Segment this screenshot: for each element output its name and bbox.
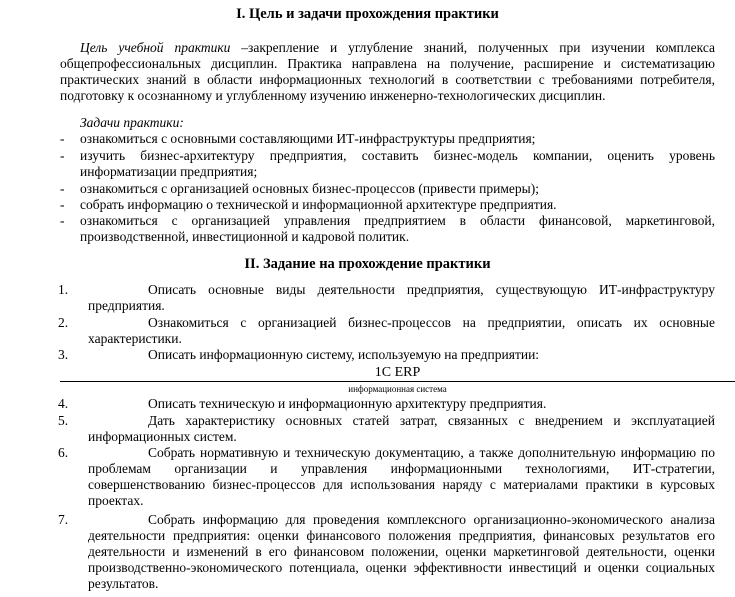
item-text: Описать техническую и информационную архитектуру предприятия. — [148, 396, 547, 411]
item-number: 6. — [58, 445, 69, 460]
goal-label: Цель учебной практики — [80, 40, 231, 55]
information-system-value: 1С ERP — [374, 365, 421, 380]
underline-rule — [60, 381, 735, 382]
item-number: 1. — [58, 282, 69, 297]
item-number: 5. — [58, 413, 69, 428]
item-text: Дать характеристику основных статей затрат, связанных с внедрением и эксплуатацией информационных систем. — [88, 413, 715, 444]
task-text: ознакомиться с организацией основных бизнес-процессов (привести примеры); — [80, 181, 539, 196]
item-text: Описать основные виды деятельности предприятия, существующую ИТ-инфраструктуру предприятия. — [88, 282, 715, 313]
item-number: 2. — [58, 315, 69, 330]
bullet-dash: - — [60, 213, 65, 228]
item-number: 4. — [58, 396, 69, 411]
task-text: изучить бизнес-архитектуру предприятия, составить бизнес-модель компании, оценить уровень информатизации предприятия; — [80, 148, 715, 179]
item-text: Описать информационную систему, используемую на предприятии: — [148, 347, 540, 362]
bullet-dash: - — [60, 181, 65, 196]
goal-text: –закрепление и углубление знаний, полученных при изучении комплекса общепрофессиональных дисциплин. Практика направлена на получение, расширение и систематизацию практических знаний в области информационных технологий в соответствии с требованиями потребителя, подготовку к осознанному и углубленному изучению инженерно-технологических дисциплин. — [60, 40, 715, 103]
information-system-caption: информационная система — [348, 384, 447, 394]
bullet-dash: - — [60, 148, 65, 163]
task-text: собрать информацию о технической и информационной архитектуре предприятия. — [80, 197, 557, 212]
tasks-label: Задачи практики: — [80, 115, 184, 130]
goal-paragraph — [60, 40, 715, 104]
item-text: Собрать информацию для проведения комплексного организационно-экономического анализа деятельности предприятия: оценки финансового положения предприятия, финансовых результатов его деятельности и изменений в его финансовом положении, оценки маркетинговой деятельности, оценки производственно-экономического потенциала, оценки эффективности инвестиций и оценки социальных результатов. — [88, 512, 715, 591]
bullet-dash: - — [60, 197, 65, 212]
task-text: ознакомиться с основными составляющими ИТ-инфраструктуры предприятия; — [80, 131, 536, 146]
item-text: Ознакомиться с организацией бизнес-процессов на предприятии, описать их основные характеристики. — [88, 315, 715, 346]
item-number: 7. — [58, 512, 69, 527]
bullet-dash: - — [60, 131, 65, 146]
task-text: ознакомиться с организацией управления предприятием в области финансовой, маркетинговой, производственной, инвестиционной и кадровой политик. — [80, 213, 715, 244]
section-1-title: I. Цель и задачи прохождения практики — [236, 6, 499, 22]
item-text: Собрать нормативную и техническую документацию, а также дополнительную информацию по проблемам организации и управления информационными технологиями, ИТ-стратегии, совершенствованию бизнес-процессов для использования наряду с материалами практики в курсовых проектах. — [88, 445, 715, 508]
section-2-title: II. Задание на прохождение практики — [244, 256, 491, 272]
item-number: 3. — [58, 347, 69, 362]
